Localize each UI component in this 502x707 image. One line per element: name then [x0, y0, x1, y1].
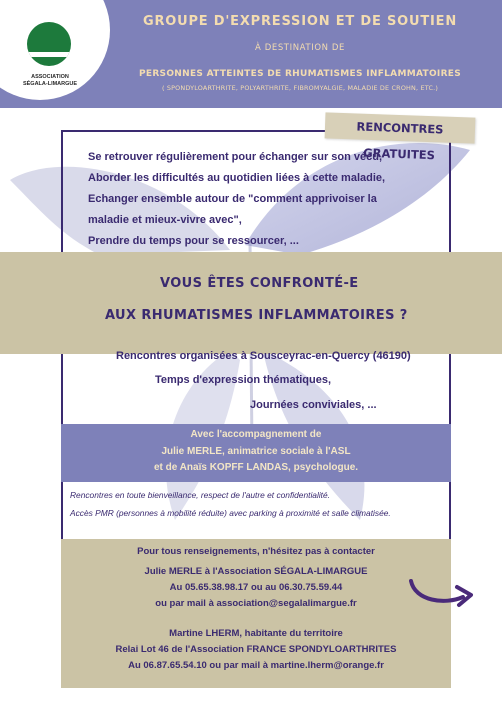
intro-text — [88, 147, 433, 252]
question-line-2: AUX RHUMATISMES INFLAMMATOIRES ? — [105, 308, 408, 323]
meetings-days: Journées conviviales, ... — [250, 399, 377, 411]
contact-relay: Relai Lot 46 de l'Association FRANCE SPONDYLOARTHRITES — [115, 644, 397, 655]
contact-person-1: Julie MERLE à l'Association SÉGALA-LIMARGUE — [144, 566, 368, 577]
meetings-themes: Temps d'expression thématiques, — [155, 374, 332, 386]
page-title: GROUPE D'EXPRESSION ET DE SOUTIEN — [142, 14, 458, 29]
accompaniment-intro: Avec l'accompagnement de — [190, 429, 322, 440]
accompaniment-person-1: Julie MERLE, animatrice sociale à l'ASL — [161, 445, 351, 457]
contact-phones-1: Au 05.65.38.98.17 ou au 06.30.75.59.44 — [169, 582, 343, 593]
meetings-location: Rencontres organisées à Sousceyrac-en-Quercy (46190) — [116, 350, 411, 362]
question-line-1: VOUS ÊTES CONFRONTÉ-E — [160, 276, 359, 291]
logo-subname: SÉGALA-LIMARGUE — [22, 81, 78, 87]
notes — [70, 490, 440, 525]
contact-intro: Pour tous renseignements, n'hésitez pas à contacter — [137, 546, 375, 557]
conditions-list: ( SPONDYLOARTHRITE, POLYARTHRITE, FIBROMYALGIE, MALADIE DE CROHN, ETC.) — [161, 84, 439, 92]
accessibility-note: Accès PMR (personnes à mobilité réduite) avec parking à proximité et salle climatisée. — [70, 507, 391, 518]
benevolence-note: Rencontres en toute bienveillance, respect de l'autre et confidentialité. — [70, 490, 330, 500]
intro-line: Prendre du temps pour se ressourcer, ... — [88, 235, 299, 247]
free-meetings-badge: RENCONTRES GRATUITES — [325, 112, 476, 143]
intro-line: Echanger ensemble autour de "comment apprivoiser la — [88, 193, 377, 205]
accompaniment-box — [61, 424, 451, 482]
contact-phone-2[interactable]: Au 06.87.65.54.10 ou par mail à martine.lherm@orange.fr — [128, 660, 384, 671]
question-band — [0, 252, 502, 354]
audience-heading: PERSONNES ATTEINTES DE RHUMATISMES INFLAMMATOIRES — [138, 69, 462, 79]
intro-line: maladie et mieux-vivre avec", — [88, 214, 242, 226]
intro-line: Aborder les difficultés au quotidien liées à cette maladie, — [88, 172, 386, 184]
intro-line: Se retrouver régulièrement pour échanger sur son vécu, — [88, 151, 383, 163]
curved-arrow-icon — [405, 575, 477, 609]
contact-box — [61, 539, 451, 688]
accompaniment-person-2: et de Anaïs KOPFF LANDAS, psychologue. — [153, 462, 359, 473]
destination-label: À DESTINATION DE — [254, 43, 345, 53]
contact-person-2: Martine LHERM, habitante du territoire — [169, 628, 343, 639]
contact-email-1[interactable]: ou par mail à association@segalalimargue.fr — [155, 598, 357, 609]
logo-name: ASSOCIATION — [31, 74, 69, 80]
